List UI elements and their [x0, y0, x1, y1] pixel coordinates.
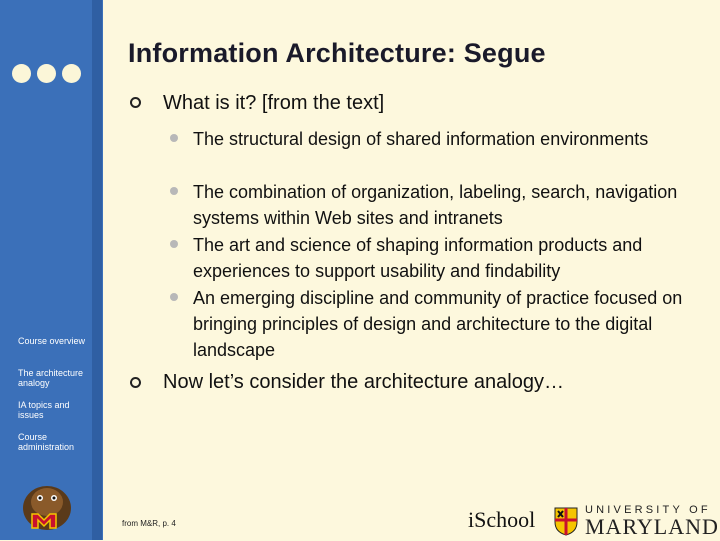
sub-bullet-icon: [170, 240, 178, 248]
terrapin-logo: [18, 478, 76, 534]
slide-title: Information Architecture: Segue: [128, 38, 546, 68]
dot-icon: [12, 64, 31, 83]
bullet-architecture-analogy: Now let’s consider the architecture analogy…: [163, 371, 564, 393]
sub-bullet-emerging: An emerging discipline and community of practice focused on bringing principles of design and architecture to the digital landscape: [193, 288, 683, 360]
sub-bullet-icon: [170, 134, 178, 142]
ischool-logo: iSchool: [468, 507, 536, 532]
nav-course-administration[interactable]: Course administration: [18, 432, 75, 452]
dot-icon: [37, 64, 56, 83]
sub-bullet-icon: [170, 293, 178, 301]
bullet-icon: [130, 97, 141, 108]
sidebar: [0, 0, 103, 540]
sub-bullet-structural: The structural design of shared information environments: [193, 129, 649, 149]
dot-icon: [62, 64, 81, 83]
umd-crest-icon: [552, 506, 580, 541]
maryland-wordmark: MARYLAND: [585, 514, 719, 539]
sub-bullet-combination: The combination of organization, labeling, search, navigation systems within Web sites and intranets: [193, 182, 678, 228]
decorative-dots: [12, 64, 84, 86]
nav-course-overview[interactable]: Course overview: [18, 336, 86, 346]
university-of-label: UNIVERSITY OF: [585, 504, 711, 516]
sidebar-stripe: [92, 0, 102, 540]
bullet-what-is-it: What is it? [from the text]: [163, 92, 385, 114]
sub-bullet-art-science: The art and science of shaping information products and experiences to support usability and findability: [193, 235, 643, 281]
footnote: from M&R, p. 4: [122, 519, 176, 528]
bullet-icon: [130, 377, 141, 388]
sub-bullet-icon: [170, 187, 178, 195]
nav-architecture-analogy[interactable]: The architecture analogy: [18, 368, 84, 388]
nav-ia-topics[interactable]: IA topics and issues: [18, 400, 70, 420]
